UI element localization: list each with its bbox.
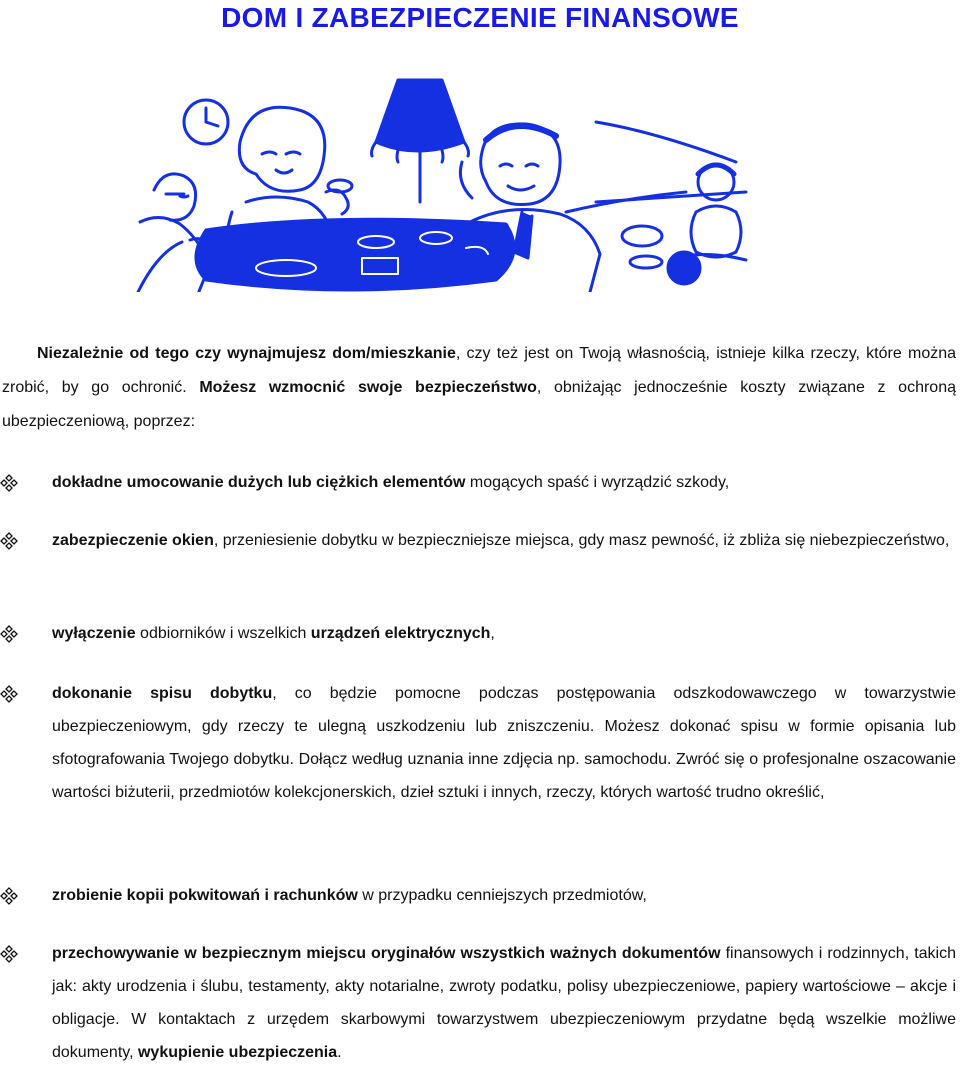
item-text: w przypadku cenniejszych przedmiotów, — [357, 887, 647, 904]
intro-paragraph — [2, 337, 956, 439]
item-bold: zabezpieczenie okien — [52, 532, 214, 549]
item-bold: wyłączenie — [52, 625, 136, 642]
list-item — [52, 617, 956, 650]
intro-text-1: , czy też jest on Twoją własnością, istnieje kilka rzeczy, które można zrobić, by go ochronić. — [2, 345, 957, 396]
item-bold: dokładne umocowanie dużych lub ciężkich elementów — [52, 474, 466, 491]
lamp-figure — [372, 80, 469, 202]
diamond-bullet-icon — [0, 685, 18, 703]
table-figure — [196, 219, 514, 290]
item-bold-2: urządzeń elektrycznych — [310, 625, 491, 642]
clock-icon — [184, 100, 228, 144]
diamond-bullet-icon — [0, 532, 18, 550]
item-bold: przechowywanie w bezpiecznym miejscu oryginałów wszystkich ważnych dokumentów — [52, 945, 721, 962]
item-text-2: . — [337, 1044, 342, 1061]
list-item — [52, 466, 956, 499]
page-title: DOM I ZABEZPIECZENIE FINANSOWE — [221, 2, 739, 33]
man-left-figure — [138, 174, 210, 292]
diamond-bullet-icon — [0, 887, 18, 905]
intro-text-2: , obniżając jednocześnie koszty związane z ochroną ubezpieczeniową, poprzez: — [2, 379, 957, 430]
item-text: , przeniesienie dobytku w bezpieczniejsze miejsca, gdy masz pewność, iż zbliża się niebezpieczeństwo, — [213, 532, 950, 549]
diamond-bullet-icon — [0, 474, 18, 492]
list-item — [52, 524, 956, 557]
family-table-illustration — [136, 62, 756, 292]
list-item — [52, 879, 956, 912]
child-figure — [622, 164, 746, 284]
item-bold: zrobienie kopii pokwitowań i rachunków — [52, 887, 358, 904]
diamond-bullet-icon — [0, 625, 18, 643]
list-item — [52, 677, 956, 809]
intro-bold-2: Możesz wzmocnić swoje bezpieczeństwo — [199, 379, 537, 396]
intro-bold-1: Niezależnie od tego czy wynajmujesz dom/mieszkanie — [37, 345, 456, 362]
diamond-bullet-icon — [0, 945, 18, 963]
item-text: , co będzie pomocne podczas postępowania odszkodowawczego w towarzystwie ubezpieczeniowym, gdy rzeczy te ulegną uszkodzeniu lub zniszczeniu. Możesz dokonać spisu w formie opisania lub sfotografowania Twojego dobytku. Dołącz według uznania inne zdjęcia np. samochodu. Zwróć się o profesjonalne oszacowanie wartości biżuterii, przedmiotów kolekcjonerskich, dzieł sztuki i innych, rzeczy, których wartość trudno określić, — [52, 685, 956, 801]
item-text: mogących spaść i wyrządzić szkody, — [465, 474, 730, 491]
item-bold: dokonanie spisu dobytku — [52, 685, 273, 702]
item-text-2: , — [490, 625, 495, 642]
item-text: finansowych i rodzinnych, takich jak: akty urodzenia i ślubu, testamenty, akty notarialne, zwroty podatku, polisy ubezpieczeniowe, papiery wartościowe – akcje i obligacje. W kontaktach z urzędem skarbowymi towarzystwem ubezpieczeniowym przydatne będą wszelkie możliwe dokumenty, — [52, 945, 957, 1061]
list-item — [52, 937, 956, 1069]
item-text: odbiorników i wszelkich — [135, 625, 311, 642]
item-bold-2: wykupienie ubezpieczenia — [137, 1044, 338, 1061]
